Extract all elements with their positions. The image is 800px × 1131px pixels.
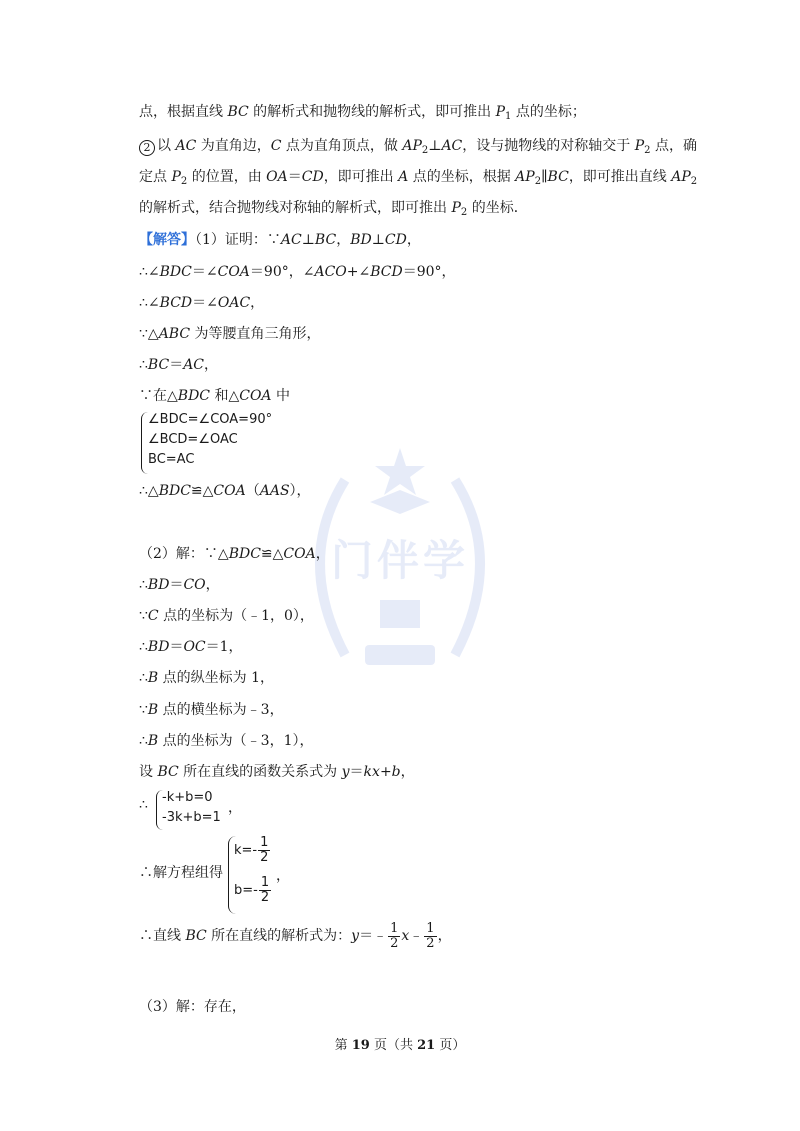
text-line: ∴解方程组得 <box>139 865 223 881</box>
text-line: 设 BC 所在直线的函数关系式为 y＝kx+b， <box>139 764 415 780</box>
equation: ∠BCD=∠OAC <box>148 432 238 447</box>
equation: ∠BDC=∠COA=90° <box>148 412 273 427</box>
equation: -k+b=0 <box>162 790 213 805</box>
text-line: 2 以 AC 为直角边，C 点为直角顶点，做 $AP_2\perp AC$，设与抛物线的对称轴交于 $P_2$ 点，确 <box>139 136 697 161</box>
text-line: （3）解：存在， <box>139 999 246 1015</box>
text-line: ∴ <box>139 797 148 813</box>
text-line: ∴BC＝AC， <box>139 357 219 373</box>
fraction: $\frac{1}{2}$ <box>390 920 399 951</box>
system-brace <box>141 412 148 474</box>
fraction: $\frac{1}{2}$ <box>260 875 270 905</box>
text-line: 的解析式，结合抛物线对称轴的解析式，即可推出 $P_2$ 的坐标． <box>139 200 528 218</box>
text-line: ∴∠BCD＝∠OAC， <box>139 295 265 311</box>
fraction: $\frac{1}{2}$ <box>260 835 269 865</box>
text-line: 【解答】（1）证明：∵AC⊥BC，BD⊥CD， <box>139 232 421 248</box>
equation-system <box>234 836 272 916</box>
equation: k=- $\frac{1}{2}$ <box>234 835 269 865</box>
text-line: ∴BD＝OC＝1， <box>139 639 243 655</box>
text-line: （2）解：∵△BDC≌△COA， <box>139 546 330 562</box>
text-line: ∵在△BDC 和△COA 中 <box>139 388 290 404</box>
text-line: ， <box>276 868 290 884</box>
fraction: $\frac{1}{2}$ <box>426 920 435 951</box>
watermark-text: 门伴学 <box>330 536 469 585</box>
page-footer: 第 19 页（共 21 页） <box>334 1038 466 1053</box>
text-line: ∴B 点的纵坐标为 1， <box>139 670 275 686</box>
equation: BC=AC <box>148 452 195 467</box>
text-line: ∴直线 BC 所在直线的解析式为：y＝﹣ $\frac{1}{2}$ x﹣ $\frac{1}{2}$ ， <box>139 920 452 951</box>
text-line: ∴B 点的坐标为（﹣3，1）， <box>139 733 314 749</box>
text-line: ， <box>228 800 242 816</box>
watermark <box>285 440 515 690</box>
text-line: ∴∠BDC＝∠COA＝90°，∠ACO+∠BCD＝90°， <box>139 264 456 280</box>
text-line: ∵C 点的坐标为（﹣1，0）， <box>139 608 314 624</box>
page-total: 21 <box>417 1038 436 1053</box>
text-line: ∴△BDC≌△COA（AAS）， <box>139 483 311 499</box>
equation: -3k+b=1 <box>162 810 221 825</box>
equation-system <box>162 788 221 828</box>
page-number: 19 <box>351 1038 370 1053</box>
equation: b=- $\frac{1}{2}$ <box>234 875 270 905</box>
equation-system <box>148 410 272 470</box>
text-line: ∵B 点的横坐标为﹣3， <box>139 702 284 718</box>
answer-tag: 【解答】 <box>139 232 195 248</box>
text-line: ∴BD＝CO， <box>139 577 220 593</box>
text-line: ∵△ABC 为等腰直角三角形， <box>139 326 321 342</box>
text-line: 定点 $P_2$ 的位置，由 OA＝CD，即可推出 A 点的坐标，根据 $AP_2\parallel BC$，即可推出直线 $AP_2$ <box>139 169 698 187</box>
circled-number: 2 <box>139 140 155 156</box>
text-line: 点，根据直线 BC 的解析式和抛物线的解析式，即可推出 $P_1$ 点的坐标； <box>139 104 586 122</box>
